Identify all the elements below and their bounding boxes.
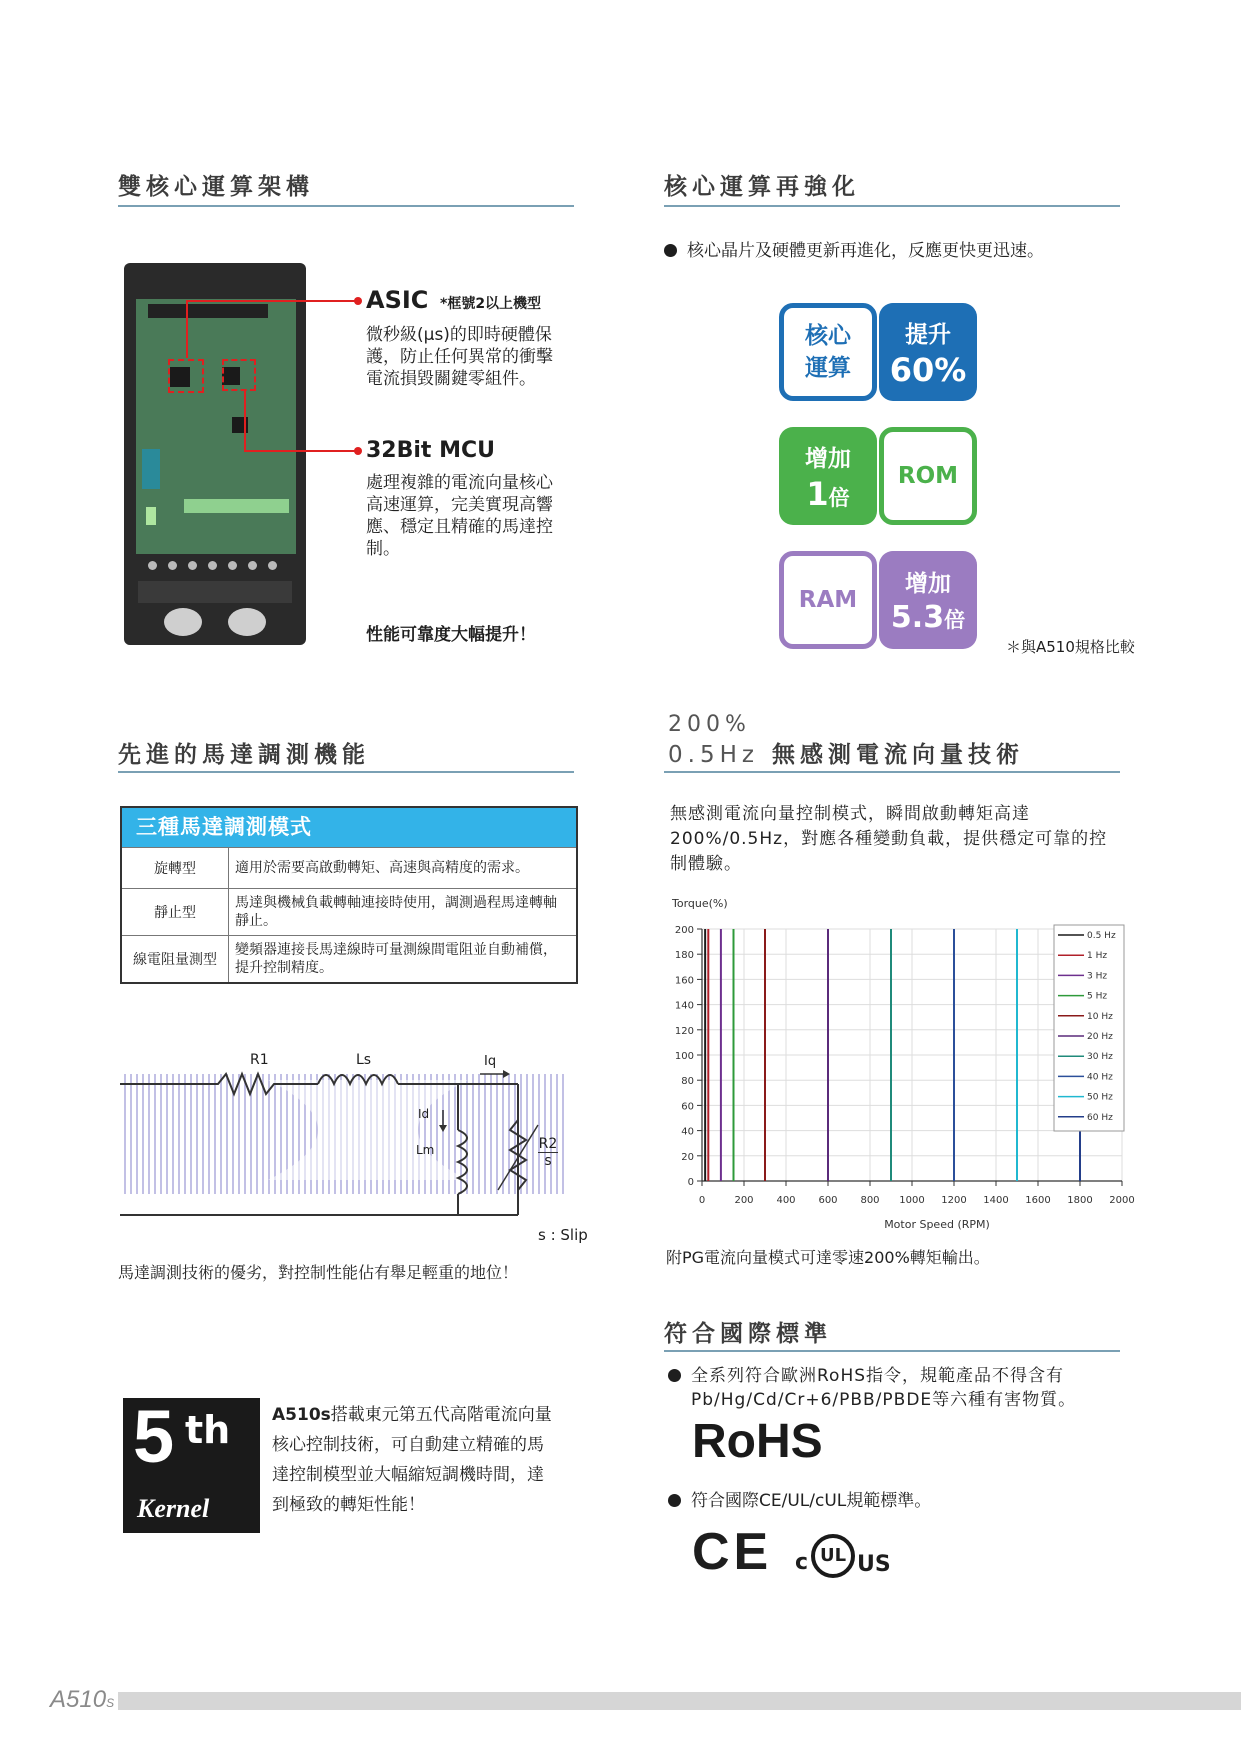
mcu-leader-line bbox=[244, 390, 246, 450]
y-tick-label: 180 bbox=[674, 950, 694, 962]
y-tick-label: 80 bbox=[681, 1076, 694, 1088]
tile-rom-increase: 增加 1倍 bbox=[779, 427, 877, 525]
x-tick-label: 200 bbox=[734, 1195, 754, 1206]
rohs-bullet: 全系列符合歐洲RoHS指令，規範產品不得含有 Pb/Hg/Cd/Cr+6/PBB/PBDE等六種有害物質。 bbox=[668, 1364, 1076, 1412]
circuit-board bbox=[136, 299, 296, 554]
cul-us-logo: c UL US bbox=[795, 1530, 915, 1590]
kernel-description: A510s搭載東元第五代高階電流向量 核心控制技術，可自動建立精確的馬 達控制模型並大幅縮短調機時間，達 到極致的轉矩性能！ bbox=[272, 1405, 552, 1515]
tile-ram: RAM bbox=[779, 551, 877, 649]
y-tick-label: 0 bbox=[687, 1177, 694, 1188]
label-slip: s : Slip bbox=[538, 1226, 588, 1244]
torque-speed-chart bbox=[662, 895, 1135, 1245]
x-tick-label: 1200 bbox=[941, 1195, 967, 1206]
x-tick-label: 1800 bbox=[1067, 1195, 1093, 1206]
x-tick-label: 800 bbox=[860, 1195, 880, 1206]
section-title-dual-core: 雙核心運算架構 bbox=[118, 174, 314, 200]
x-tick-label: 1400 bbox=[983, 1195, 1009, 1206]
rohs-logo: RoHS bbox=[692, 1415, 823, 1468]
asic-title: ASIC bbox=[366, 286, 429, 314]
x-tick-label: 1000 bbox=[899, 1195, 925, 1206]
label-id: Id bbox=[418, 1107, 430, 1121]
y-tick-label: 120 bbox=[674, 1025, 694, 1037]
compare-note: ＊與A510規格比較 bbox=[1006, 638, 1135, 656]
y-axis-label: Torque(%) bbox=[672, 897, 728, 910]
bullet-icon bbox=[664, 244, 677, 257]
y-tick-label: 160 bbox=[674, 975, 694, 987]
x-tick-label: 2000 bbox=[1109, 1195, 1135, 1206]
section-divider bbox=[118, 205, 574, 207]
asic-note: *框號2以上機型 bbox=[440, 296, 542, 312]
y-tick-label: 200 bbox=[674, 925, 694, 936]
y-tick-label: 60 bbox=[681, 1101, 694, 1113]
bullet-icon bbox=[668, 1494, 681, 1507]
label-lm: Lm bbox=[416, 1143, 435, 1157]
section-title-motor-tuning: 先進的馬達調測機能 bbox=[118, 742, 370, 768]
footer-bar bbox=[118, 1692, 1241, 1710]
label-r1: R1 bbox=[250, 1052, 269, 1068]
tuning-caption: 馬達調測技術的優劣，對控制性能佔有舉足輕重的地位！ bbox=[118, 1263, 519, 1282]
section-divider bbox=[664, 205, 1120, 207]
y-tick-label: 140 bbox=[674, 1000, 694, 1012]
section-title-sensorless-line1: 200% bbox=[668, 712, 751, 737]
asic-highlight bbox=[168, 359, 204, 393]
asic-leader-line bbox=[186, 300, 188, 358]
chart-legend bbox=[1054, 925, 1124, 1131]
table-title: 三種馬達調測模式 bbox=[122, 808, 576, 847]
x-axis-label: Motor Speed (RPM) bbox=[884, 1218, 990, 1231]
bullet-icon bbox=[668, 1369, 681, 1382]
tile-boost-60: 提升 60% bbox=[879, 303, 977, 401]
asic-description: 微秒級(μs)的即時硬體保 護，防止任何異常的衝擊 電流損毀關鍵零組件。 bbox=[366, 325, 553, 389]
ce-mark-logo: CE bbox=[692, 1523, 773, 1581]
section-title-sensorless: 0.5Hz 無感測電流向量技術 bbox=[668, 742, 1024, 768]
legend-label: 60 Hz bbox=[1087, 1112, 1113, 1123]
x-tick-label: 600 bbox=[818, 1195, 838, 1206]
y-tick-label: 40 bbox=[681, 1126, 694, 1138]
label-ls: Ls bbox=[356, 1052, 372, 1068]
motor-equivalent-circuit bbox=[118, 1040, 588, 1246]
footer-model: A510S bbox=[50, 1686, 115, 1713]
tuning-modes-table bbox=[120, 806, 578, 984]
tile-rom: ROM bbox=[879, 427, 977, 525]
label-iq: Iq bbox=[484, 1054, 497, 1069]
y-tick-label: 100 bbox=[674, 1051, 694, 1062]
legend-label: 3 Hz bbox=[1087, 971, 1108, 982]
legend-label: 20 Hz bbox=[1087, 1032, 1113, 1042]
table-row: 靜止型 馬達與機械負載轉軸連接時使用，調測過程馬達轉軸靜止。 bbox=[122, 888, 576, 935]
legend-label: 30 Hz bbox=[1087, 1052, 1113, 1063]
section-title-core-boost: 核心運算再強化 bbox=[664, 174, 860, 200]
legend-label: 0.5 Hz bbox=[1087, 931, 1116, 941]
legend-label: 40 Hz bbox=[1087, 1072, 1113, 1083]
section-divider bbox=[664, 1350, 1120, 1352]
legend-label: 50 Hz bbox=[1087, 1092, 1113, 1103]
cert-bullet: 符合國際CE/UL/cUL規範標準。 bbox=[668, 1490, 931, 1512]
section-title-standards: 符合國際標準 bbox=[664, 1321, 832, 1347]
mcu-title: 32Bit MCU bbox=[366, 438, 496, 463]
legend-label: 10 Hz bbox=[1087, 1011, 1113, 1022]
mcu-highlight bbox=[222, 359, 256, 391]
tile-ram-increase: 增加 5.3倍 bbox=[879, 551, 977, 649]
legend-label: 5 Hz bbox=[1087, 991, 1108, 1002]
x-tick-label: 400 bbox=[776, 1195, 796, 1206]
table-row: 旋轉型 適用於需要高啟動轉矩、高速與高精度的需求。 bbox=[122, 847, 576, 888]
legend-label: 1 Hz bbox=[1087, 951, 1108, 962]
tile-core-compute: 核心 運算 bbox=[779, 303, 877, 401]
inverter-board-photo bbox=[124, 263, 306, 645]
sensorless-description: 無感測電流向量控制模式，瞬間啟動轉矩高達 200%/0.5Hz，對應各種變動負載，提供穩定可靠的控 制體驗。 bbox=[670, 804, 1108, 874]
section-divider bbox=[664, 771, 1120, 773]
label-r2-over-s: R2 s bbox=[538, 1136, 558, 1169]
core-bullet: 核心晶片及硬體更新再進化，反應更快更迅速。 bbox=[664, 240, 1044, 262]
reliability-text: 性能可靠度大幅提升！ bbox=[366, 625, 536, 645]
fifth-kernel-badge: 5 th Kernel bbox=[123, 1398, 260, 1533]
y-tick-labels bbox=[675, 925, 694, 1188]
section-divider bbox=[118, 771, 574, 773]
x-tick-label: 1600 bbox=[1025, 1195, 1051, 1206]
x-tick-label: 0 bbox=[698, 1195, 706, 1206]
y-tick-label: 20 bbox=[681, 1151, 694, 1163]
x-tick-labels bbox=[699, 1195, 1135, 1206]
mcu-description: 處理複雜的電流向量核心 高速運算，完美實現高響 應、穩定且精確的馬達控 制。 bbox=[366, 473, 553, 559]
table-row: 線電阻量測型 變頻器連接長馬達線時可量測線間電阻並自動補償，提升控制精度。 bbox=[122, 935, 576, 982]
pg-caption: 附PG電流向量模式可達零速200%轉矩輸出。 bbox=[666, 1248, 990, 1267]
